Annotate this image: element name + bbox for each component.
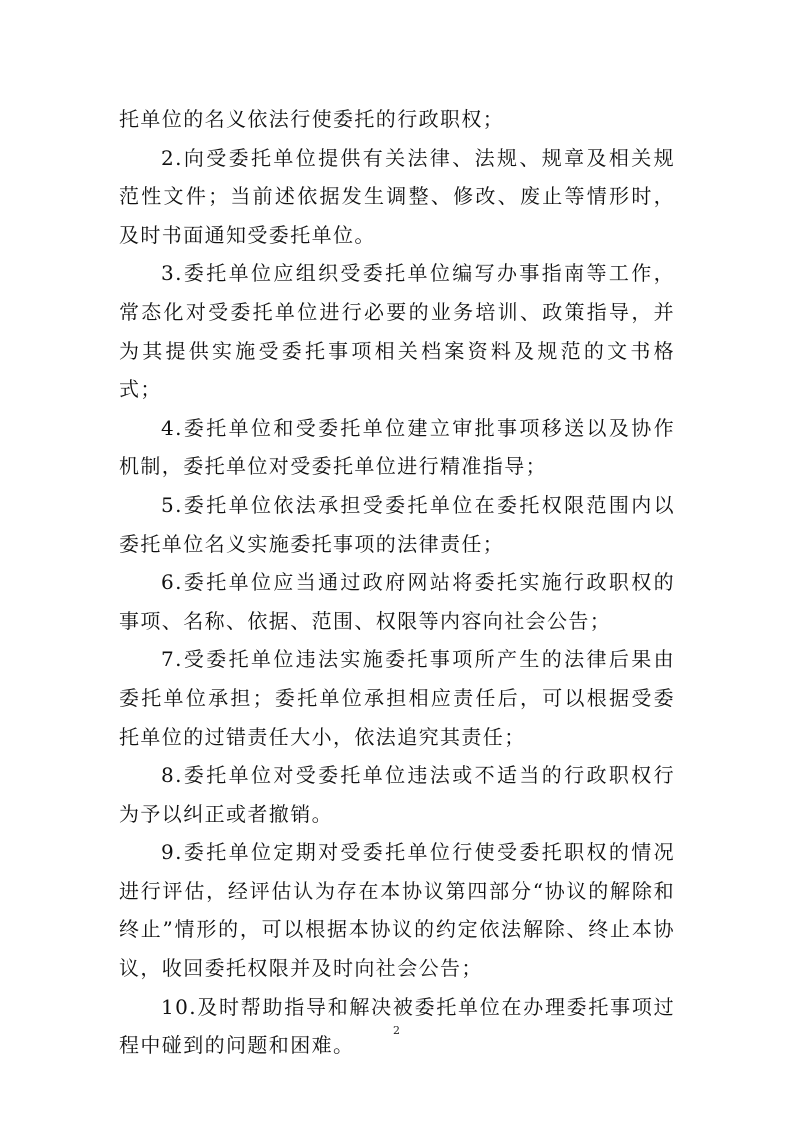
paragraph-item-8: 8.委托单位对受委托单位违法或不适当的行政职权行为予以纠正或者撤销。 <box>119 763 675 826</box>
paragraph-item-4: 4.委托单位和受委托单位建立审批事项移送以及协作机制，委托单位对受委托单位进行精准指导； <box>119 415 675 479</box>
page-number: 2 <box>393 1024 400 1037</box>
paragraph-item-5: 5.委托单位依法承担受委托单位在委托权限范围内以委托单位名义实施委托事项的法律责任； <box>119 492 675 556</box>
document-body <box>119 100 675 1065</box>
paragraph-item-3: 3.委托单位应组织受委托单位编写办事指南等工作，常态化对受委托单位进行必要的业务培训、政策指导，并为其提供实施受委托事项相关档案资料及规范的文书格式； <box>119 261 675 402</box>
paragraph-continuation: 托单位的名义依法行使委托的行政职权； <box>119 107 505 131</box>
paragraph-item-6: 6.委托单位应当通过政府网站将委托实施行政职权的事项、名称、依据、范围、权限等内容向社会公告； <box>119 570 675 633</box>
paragraph-item-10: 10.及时帮助指导和解决被委托单位在办理委托事项过程中碰到的问题和困难。 <box>119 994 675 1058</box>
paragraph-item-7: 7.受委托单位违法实施委托事项所产生的法律后果由委托单位承担；委托单位承担相应责任后，可以根据受委托单位的过错责任大小，依法追究其责任； <box>119 647 675 749</box>
paragraph-item-9: 9.委托单位定期对受委托单位行使受委托职权的情况进行评估，经评估认为存在本协议第四部分“协议的解除和终止”情形的，可以根据本协议的约定依法解除、终止本协议，收回委托权限并及时向社会公告； <box>119 840 675 981</box>
paragraph-item-2: 2.向受委托单位提供有关法律、法规、规章及相关规范性文件；当前述依据发生调整、修改、废止等情形时，及时书面通知受委托单位。 <box>119 145 675 247</box>
